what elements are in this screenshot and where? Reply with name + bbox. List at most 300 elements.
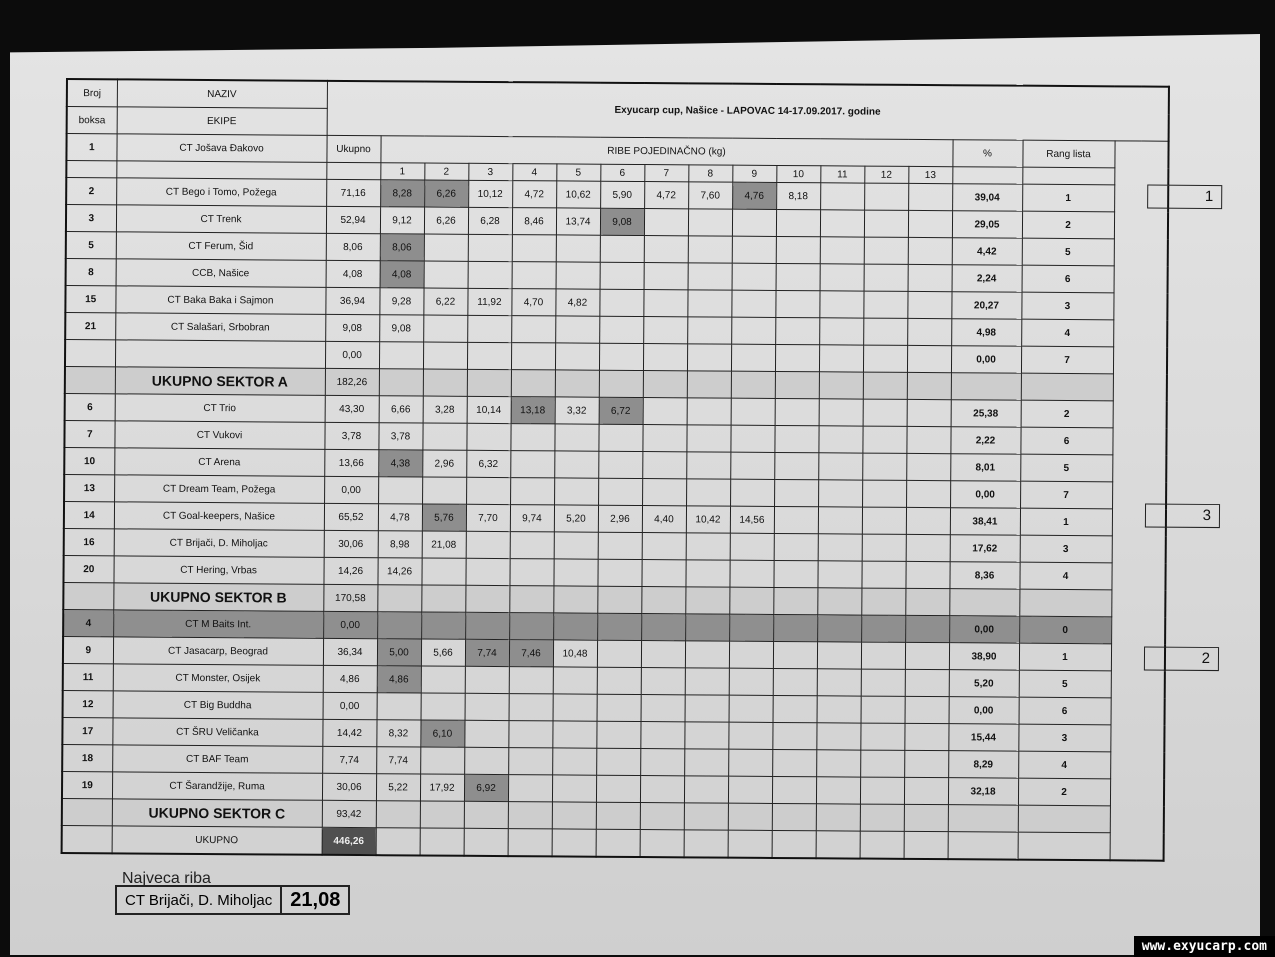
- fish-weight: [378, 477, 422, 504]
- blank-cell: [596, 829, 640, 857]
- fish-weight: [772, 722, 816, 749]
- fish-weight: [553, 667, 597, 694]
- blank-cell: [421, 585, 465, 612]
- blank-cell: [863, 372, 907, 399]
- team-total: 0,00: [324, 476, 378, 503]
- box-number: 6: [65, 393, 115, 420]
- fish-column-header: 2: [424, 163, 468, 180]
- fish-weight: [512, 235, 556, 262]
- blank-cell: [861, 588, 905, 615]
- blank-cell: [552, 802, 596, 829]
- team-percent: 25,38: [951, 400, 1021, 427]
- fish-weight: 7,60: [688, 182, 732, 209]
- team-total: 4,08: [326, 260, 380, 287]
- fish-weight: 5,76: [422, 504, 466, 531]
- box-number: 4: [63, 609, 113, 636]
- fish-weight: [684, 749, 728, 776]
- fish-column-header: 4: [512, 164, 556, 181]
- blank-cell: [904, 831, 948, 859]
- fish-weight: 6,26: [424, 180, 468, 207]
- fish-weight: [598, 478, 642, 505]
- fish-weight: [816, 750, 860, 777]
- blank-cell: [508, 802, 552, 829]
- fish-weight: [643, 290, 687, 317]
- fish-weight: [596, 721, 640, 748]
- fish-weight: [421, 612, 465, 639]
- team-name: CT Jošava Đakovo: [116, 134, 326, 162]
- blank-cell: [641, 587, 685, 614]
- fish-weight: 6,26: [424, 207, 468, 234]
- blank-cell: [597, 586, 641, 613]
- blank-cell: [552, 829, 596, 857]
- fish-weight: 7,74: [465, 639, 509, 666]
- team-rank: 3: [1018, 724, 1110, 752]
- fish-weight: [600, 262, 644, 289]
- box-number: 7: [64, 420, 114, 447]
- side-place-c: 2: [1201, 649, 1211, 668]
- team-percent: 0,00: [949, 616, 1019, 643]
- fish-weight: [510, 451, 554, 478]
- blank-cell: [376, 828, 420, 856]
- team-total: 14,26: [323, 557, 377, 584]
- fish-weight: [730, 452, 774, 479]
- fish-weight: 4,86: [377, 666, 421, 693]
- box-number: 5: [66, 232, 116, 259]
- fish-weight: [555, 316, 599, 343]
- fish-weight: [644, 236, 688, 263]
- fish-weight: [862, 507, 906, 534]
- fish-weight: [597, 667, 641, 694]
- fish-weight: [906, 507, 950, 534]
- fish-weight: [774, 425, 818, 452]
- fish-weight: [468, 261, 512, 288]
- fish-weight: [687, 344, 731, 371]
- team-rank: 6: [1020, 427, 1112, 455]
- fish-weight: [556, 235, 600, 262]
- side-place-box-c: [1144, 647, 1219, 672]
- fish-weight: [510, 478, 554, 505]
- team-total: 3,78: [324, 422, 378, 449]
- team-rank: 3: [1021, 292, 1113, 320]
- team-total: 43,30: [325, 395, 379, 422]
- team-percent: 32,18: [948, 778, 1018, 805]
- fish-weight: [643, 317, 687, 344]
- fish-weight: [731, 398, 775, 425]
- team-rank: 5: [1019, 670, 1111, 698]
- fish-weight: [729, 614, 773, 641]
- fish-weight: [423, 315, 467, 342]
- fish-weight: [421, 558, 465, 585]
- team-percent: 4,42: [952, 238, 1022, 265]
- blank-cell: [952, 167, 1022, 184]
- fish-weight: [688, 263, 732, 290]
- fish-weight: [816, 723, 860, 750]
- side-place-a: 1: [1204, 187, 1214, 206]
- team-rank: 3: [1020, 535, 1112, 563]
- fish-weight: [820, 183, 864, 210]
- fish-weight: [597, 694, 641, 721]
- side-place-b: 3: [1202, 506, 1212, 525]
- fish-weight: [819, 345, 863, 372]
- team-percent: 8,36: [949, 562, 1019, 589]
- fish-weight: [599, 316, 643, 343]
- fish-weight: [597, 613, 641, 640]
- box-number: 18: [62, 744, 112, 771]
- team-rank: 6: [1022, 265, 1114, 293]
- box-number: 10: [64, 447, 114, 474]
- box-number: 13: [64, 474, 114, 501]
- fish-weight: [598, 451, 642, 478]
- fish-weight: 10,12: [468, 180, 512, 207]
- header-pct: %: [952, 140, 1022, 167]
- header-naziv: NAZIV: [117, 79, 327, 108]
- fish-column-header: 9: [732, 165, 776, 182]
- team-total: 52,94: [326, 206, 380, 233]
- fish-weight: [464, 747, 508, 774]
- blank-cell: [775, 371, 819, 398]
- fish-weight: [906, 453, 950, 480]
- team-name: CT Baka Baka i Sajmon: [115, 286, 325, 314]
- fish-weight: [423, 342, 467, 369]
- fish-weight: [509, 694, 553, 721]
- fish-weight: [861, 669, 905, 696]
- team-name: CT Salašari, Srbobran: [115, 313, 325, 341]
- fish-weight: [422, 477, 466, 504]
- fish-weight: [905, 615, 949, 642]
- blank-cell: [1021, 373, 1113, 401]
- blank-cell: [729, 587, 773, 614]
- fish-weight: 17,92: [420, 774, 464, 801]
- fish-weight: [644, 209, 688, 236]
- blank-cell: [816, 804, 860, 831]
- results-sheet: [61, 78, 1214, 862]
- fish-weight: [863, 318, 907, 345]
- fish-weight: [773, 668, 817, 695]
- team-total: 30,06: [322, 773, 376, 800]
- fish-column-header: 11: [820, 166, 864, 183]
- biggest-fish-label: Najveca riba: [122, 870, 211, 887]
- fish-weight: [686, 533, 730, 560]
- fish-weight: [864, 264, 908, 291]
- fish-weight: [554, 424, 598, 451]
- fish-column-header: 5: [556, 164, 600, 181]
- blank-cell: [728, 830, 772, 858]
- fish-weight: [774, 533, 818, 560]
- fish-weight: [379, 342, 423, 369]
- team-rank: 5: [1022, 238, 1114, 266]
- team-total: 0,00: [325, 341, 379, 368]
- box-number: 8: [66, 259, 116, 286]
- fish-weight: [642, 533, 686, 560]
- fish-weight: [773, 641, 817, 668]
- header-broj: Broj: [67, 79, 117, 107]
- blank-cell: [511, 370, 555, 397]
- fish-weight: [908, 183, 952, 210]
- box-number: 2: [66, 178, 116, 205]
- fish-weight: [642, 425, 686, 452]
- sector-total-label: UKUPNO SEKTOR C: [112, 799, 322, 827]
- blank-cell: [420, 801, 464, 828]
- team-rank: 4: [1019, 562, 1111, 590]
- fish-weight: [906, 480, 950, 507]
- team-percent: 5,20: [949, 670, 1019, 697]
- fish-weight: 7,70: [466, 504, 510, 531]
- fish-weight: [641, 695, 685, 722]
- team-percent: 39,04: [952, 184, 1022, 211]
- fish-weight: [643, 398, 687, 425]
- blank-cell: [464, 801, 508, 828]
- box-number: 17: [62, 717, 112, 744]
- team-percent: 17,62: [950, 535, 1020, 562]
- blank-cell: [509, 586, 553, 613]
- team-rank: 1: [1022, 184, 1114, 212]
- team-percent: 2,24: [952, 265, 1022, 292]
- fish-weight: [905, 561, 949, 588]
- fish-weight: [424, 234, 468, 261]
- fish-weight: [860, 777, 904, 804]
- team-rank: 7: [1021, 346, 1113, 374]
- fish-weight: [820, 237, 864, 264]
- blank-cell: [687, 371, 731, 398]
- blank-cell: [905, 588, 949, 615]
- fish-weight: [728, 722, 772, 749]
- fish-weight: [731, 317, 775, 344]
- fish-weight: [684, 776, 728, 803]
- blank-cell: [951, 373, 1021, 400]
- team-total: 4,86: [323, 665, 377, 692]
- fish-weight: [817, 642, 861, 669]
- biggest-fish-weight: 21,08: [281, 886, 349, 914]
- fish-weight: [729, 695, 773, 722]
- fish-weight: 10,14: [467, 396, 511, 423]
- fish-weight: [818, 534, 862, 561]
- fish-weight: [599, 343, 643, 370]
- fish-weight: [907, 399, 951, 426]
- blank-cell: [643, 371, 687, 398]
- fish-weight: [599, 289, 643, 316]
- fish-weight: [862, 480, 906, 507]
- team-name: CT Brijači, D. Miholjac: [114, 529, 324, 557]
- fish-column-header: 1: [380, 163, 424, 180]
- team-name: CCB, Našice: [116, 259, 326, 287]
- team-total: 8,06: [326, 233, 380, 260]
- fish-weight: 9,74: [510, 505, 554, 532]
- fish-weight: [864, 183, 908, 210]
- fish-weight: [642, 452, 686, 479]
- fish-weight: [596, 748, 640, 775]
- team-name: CT ŠRU Veličanka: [112, 718, 322, 746]
- fish-weight: [508, 721, 552, 748]
- box-number: 3: [66, 205, 116, 232]
- fish-weight: [775, 317, 819, 344]
- blank-cell: [731, 371, 775, 398]
- fish-weight: [730, 479, 774, 506]
- fish-weight: [860, 750, 904, 777]
- fish-weight: [905, 696, 949, 723]
- fish-weight: [465, 558, 509, 585]
- fish-weight: [861, 561, 905, 588]
- team-total: 0,00: [323, 611, 377, 638]
- fish-weight: [641, 668, 685, 695]
- blank-cell: [773, 587, 817, 614]
- fish-weight: [907, 318, 951, 345]
- fish-weight: [687, 317, 731, 344]
- team-percent: 15,44: [948, 724, 1018, 751]
- team-rank: 1: [1020, 508, 1112, 536]
- box-number: 20: [63, 555, 113, 582]
- fish-weight: [862, 453, 906, 480]
- blank-cell: [326, 162, 380, 179]
- fish-weight: [728, 749, 772, 776]
- fish-weight: [861, 696, 905, 723]
- fish-weight: [597, 559, 641, 586]
- sector-total-label: UKUPNO SEKTOR A: [115, 367, 325, 395]
- blank-cell: [596, 802, 640, 829]
- fish-weight: [775, 290, 819, 317]
- fish-weight: 5,22: [376, 774, 420, 801]
- box-number: 9: [63, 636, 113, 663]
- fish-weight: [685, 614, 729, 641]
- fish-weight: [685, 668, 729, 695]
- team-percent: 8,29: [948, 751, 1018, 778]
- fish-weight: [596, 775, 640, 802]
- fish-weight: 4,38: [378, 450, 422, 477]
- fish-weight: 3,78: [378, 423, 422, 450]
- fish-weight: 6,72: [599, 397, 643, 424]
- fish-weight: [552, 775, 596, 802]
- fish-weight: 4,08: [380, 261, 424, 288]
- fish-weight: [553, 613, 597, 640]
- sector-total-value: 182,26: [325, 368, 379, 395]
- fish-weight: [420, 747, 464, 774]
- fish-weight: [552, 721, 596, 748]
- fish-weight: 10,48: [553, 640, 597, 667]
- header-ekipe: EKIPE: [117, 107, 327, 135]
- fish-weight: [773, 695, 817, 722]
- team-total: 65,52: [324, 503, 378, 530]
- team-total: 0,00: [323, 692, 377, 719]
- fish-weight: 4,82: [555, 289, 599, 316]
- fish-weight: [774, 452, 818, 479]
- team-name: CT Goal-keepers, Našice: [114, 502, 324, 530]
- blank-cell: [728, 803, 772, 830]
- blank-cell: [949, 589, 1019, 616]
- team-total: 14,42: [322, 719, 376, 746]
- blank-cell: [553, 586, 597, 613]
- fish-weight: [465, 612, 509, 639]
- blank-cell: [1018, 805, 1110, 833]
- fish-weight: [729, 560, 773, 587]
- fish-weight: [817, 669, 861, 696]
- fish-weight: [554, 478, 598, 505]
- fish-weight: [817, 561, 861, 588]
- fish-weight: [732, 209, 776, 236]
- fish-weight: 10,62: [556, 181, 600, 208]
- fish-weight: [820, 264, 864, 291]
- biggest-fish-team: CT Brijači, D. Miholjac: [116, 886, 281, 914]
- fish-weight: [641, 641, 685, 668]
- blank-cell: [62, 825, 112, 853]
- fish-weight: [600, 235, 644, 262]
- team-percent: 38,90: [949, 643, 1019, 670]
- fish-weight: 8,32: [376, 720, 420, 747]
- fish-weight: [907, 291, 951, 318]
- fish-weight: [819, 291, 863, 318]
- fish-weight: [597, 640, 641, 667]
- fish-weight: 10,42: [686, 506, 730, 533]
- page-title: Exyucarp cup, Našice - LAPOVAC 14-17.09.2017. godine: [327, 81, 1169, 141]
- fish-weight: 5,90: [600, 181, 644, 208]
- fish-weight: [819, 318, 863, 345]
- header-ukupno: Ukupno: [326, 135, 380, 162]
- fish-weight: [465, 693, 509, 720]
- team-rank: 2: [1018, 778, 1110, 806]
- team-name: CT Bego i Tomo, Požega: [116, 178, 326, 206]
- fish-weight: [641, 614, 685, 641]
- team-name: CT Trio: [115, 394, 325, 422]
- fish-weight: [773, 614, 817, 641]
- fish-weight: [510, 532, 554, 559]
- blank-cell: [948, 805, 1018, 832]
- team-name: CT M Baits Int.: [113, 610, 323, 638]
- fish-weight: [775, 344, 819, 371]
- fish-weight: [685, 641, 729, 668]
- fish-column-header: 6: [600, 164, 644, 181]
- blank-cell: [467, 369, 511, 396]
- fish-weight: 8,46: [512, 208, 556, 235]
- team-percent: 0,00: [949, 697, 1019, 724]
- fish-weight: [643, 344, 687, 371]
- fish-weight: [509, 559, 553, 586]
- fish-weight: 3,32: [555, 397, 599, 424]
- fish-weight: [687, 290, 731, 317]
- team-name: CT Monster, Osijek: [113, 664, 323, 692]
- fish-weight: [509, 667, 553, 694]
- blank-cell: [508, 829, 552, 857]
- blank-cell: [423, 369, 467, 396]
- fish-weight: [860, 723, 904, 750]
- fish-weight: [776, 236, 820, 263]
- box-number: 16: [64, 528, 114, 555]
- fish-weight: 6,66: [379, 396, 423, 423]
- fish-weight: [598, 532, 642, 559]
- fish-weight: [730, 425, 774, 452]
- grand-total-value: 446,26: [322, 827, 376, 855]
- fish-weight: [776, 263, 820, 290]
- box-number: [65, 340, 115, 367]
- fish-weight: [729, 641, 773, 668]
- team-name: CT Arena: [114, 448, 324, 476]
- fish-weight: [686, 479, 730, 506]
- watermark: www.exyucarp.com: [1134, 936, 1275, 957]
- fish-weight: [686, 425, 730, 452]
- blank-cell: [685, 587, 729, 614]
- blank-cell: [379, 369, 423, 396]
- fish-weight: [640, 749, 684, 776]
- fish-weight: [818, 453, 862, 480]
- blank-cell: [599, 370, 643, 397]
- fish-weight: [641, 560, 685, 587]
- team-name: CT Trenk: [116, 205, 326, 233]
- fish-weight: [732, 236, 776, 263]
- fish-weight: [908, 210, 952, 237]
- team-name: CT Jasacarp, Beograd: [113, 637, 323, 665]
- fish-weight: [816, 777, 860, 804]
- fish-weight: 8,98: [378, 531, 422, 558]
- fish-weight: [861, 615, 905, 642]
- fish-weight: [864, 210, 908, 237]
- fish-weight: [731, 344, 775, 371]
